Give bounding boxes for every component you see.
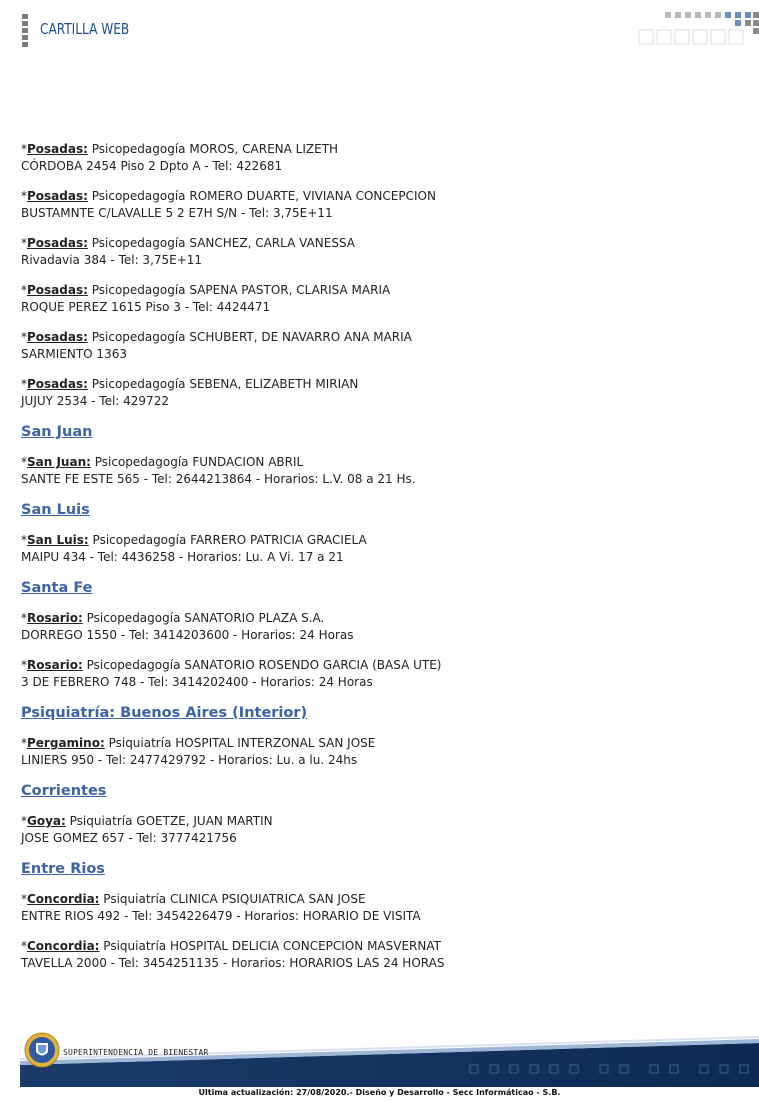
section-title[interactable]	[21, 423, 741, 441]
provider-line: *Concordia: Psiquiatría HOSPITAL DELICIA CONCEPCION MASVERNAT	[21, 939, 441, 953]
provider-entry	[21, 813, 741, 847]
section-title-text[interactable]: San Luis	[21, 502, 90, 518]
provider-location: Posadas:	[27, 377, 88, 391]
provider-entry	[21, 891, 741, 925]
provider-address: DORREGO 1550 - Tel: 3414203600 - Horarios: 24 Horas	[21, 628, 354, 642]
provider-address: Rivadavia 384 - Tel: 3,75E+11	[21, 253, 203, 267]
provider-address: 3 DE FEBRERO 748 - Tel: 3414202400 - Horarios: 24 Horas	[21, 675, 373, 689]
section-title-text[interactable]: San Juan	[21, 424, 93, 440]
provider-location: Concordia:	[27, 892, 100, 906]
provider-address: JUJUY 2534 - Tel: 429722	[21, 394, 169, 408]
provider-line: *Posadas: Psicopedagogía SAPENA PASTOR, CLARISA MARIA	[21, 283, 391, 297]
provider-line: *Goya: Psiquiatría GOETZE, JUAN MARTIN	[21, 814, 273, 828]
provider-line: *San Luis: Psicopedagogía FARRERO PATRICIA GRACIELA	[21, 533, 367, 547]
provider-location: San Juan:	[27, 455, 91, 469]
footer-organization: SUPERINTENDENCIA DE BIENESTAR	[63, 1048, 209, 1057]
provider-entry	[21, 938, 741, 972]
section-title[interactable]	[21, 782, 741, 800]
provider-address: SANTE FE ESTE 565 - Tel: 2644213864 - Horarios: L.V. 08 a 21 Hs.	[21, 472, 416, 486]
section-title[interactable]	[21, 704, 741, 722]
provider-location: Goya:	[27, 814, 66, 828]
directory-content	[21, 141, 741, 985]
provider-entry	[21, 141, 741, 175]
section-title-text[interactable]: Entre Rios	[21, 861, 105, 877]
provider-address: ROQUE PEREZ 1615 Piso 3 - Tel: 4424471	[21, 300, 271, 314]
provider-entry	[21, 657, 741, 691]
provider-description: Psicopedagogía SANCHEZ, CARLA VANESSA	[91, 236, 355, 250]
provider-description: Psiquiatría HOSPITAL DELICIA CONCEPCION MASVERNAT	[103, 939, 441, 953]
section-title[interactable]	[21, 579, 741, 597]
page-footer	[0, 1025, 759, 1101]
provider-description: Psiquiatría CLINICA PSIQUIATRICA SAN JOSE	[103, 892, 366, 906]
provider-address: LINIERS 950 - Tel: 2477429792 - Horarios: Lu. a lu. 24hs	[21, 753, 358, 767]
provider-line: *Rosario: Psicopedagogía SANATORIO PLAZA S.A.	[21, 611, 325, 625]
section-title[interactable]	[21, 860, 741, 878]
provider-description: Psiquiatría HOSPITAL INTERZONAL SAN JOSE	[108, 736, 376, 750]
provider-entry	[21, 610, 741, 644]
provider-address: TAVELLA 2000 - Tel: 3454251135 - Horarios: HORARIOS LAS 24 HORAS	[21, 956, 445, 970]
provider-location: Pergamino:	[27, 736, 105, 750]
provider-address: JOSE GOMEZ 657 - Tel: 3777421756	[21, 831, 237, 845]
provider-line: *Posadas: Psicopedagogía ROMERO DUARTE, VIVIANA CONCEPCION	[21, 189, 436, 203]
provider-location: Rosario:	[27, 611, 83, 625]
provider-description: Psicopedagogía MOROS, CARENA LIZETH	[91, 142, 339, 156]
header-squares-decoration	[635, 10, 759, 48]
section-subtitle-text[interactable]: Buenos Aires (Interior)	[120, 705, 308, 721]
provider-entry	[21, 188, 741, 222]
provider-line: *Rosario: Psicopedagogía SANATORIO ROSENDO GARCIA (BASA UTE)	[21, 658, 442, 672]
provider-location: Posadas:	[27, 189, 88, 203]
provider-address: BUSTAMNTE C/LAVALLE 5 2 E7H S/N - Tel: 3,75E+11	[21, 206, 333, 220]
provider-description: Psicopedagogía FUNDACION ABRIL	[94, 455, 304, 469]
provider-location: Posadas:	[27, 330, 88, 344]
provider-address: SARMIENTO 1363	[21, 347, 127, 361]
provider-location: Posadas:	[27, 142, 88, 156]
provider-location: Rosario:	[27, 658, 83, 672]
provider-address: MAIPU 434 - Tel: 4436258 - Horarios: Lu. A Vi. 17 a 21	[21, 550, 344, 564]
provider-line: *San Juan: Psicopedagogía FUNDACION ABRIL	[21, 455, 304, 469]
provider-line: *Concordia: Psiquiatría CLINICA PSIQUIATRICA SAN JOSE	[21, 892, 366, 906]
police-shield-icon	[24, 1032, 60, 1068]
provider-address: ENTRE RIOS 492 - Tel: 3454226479 - Horarios: HORARIO DE VISITA	[21, 909, 421, 923]
provider-description: Psicopedagogía SCHUBERT, DE NAVARRO ANA MARIA	[91, 330, 412, 344]
provider-line: *Pergamino: Psiquiatría HOSPITAL INTERZONAL SAN JOSE	[21, 736, 376, 750]
provider-description: Psicopedagogía SANATORIO PLAZA S.A.	[86, 611, 325, 625]
provider-description: Psiquiatría GOETZE, JUAN MARTIN	[69, 814, 273, 828]
provider-description: Psicopedagogía SAPENA PASTOR, CLARISA MARIA	[91, 283, 391, 297]
provider-location: San Luis:	[27, 533, 89, 547]
provider-description: Psicopedagogía SANATORIO ROSENDO GARCIA (BASA UTE)	[86, 658, 442, 672]
provider-location: Posadas:	[27, 283, 88, 297]
provider-entry	[21, 282, 741, 316]
provider-location: Posadas:	[27, 236, 88, 250]
provider-line: *Posadas: Psicopedagogía MOROS, CARENA LIZETH	[21, 142, 339, 156]
section-title-text[interactable]: Santa Fe	[21, 580, 93, 596]
provider-entry	[21, 532, 741, 566]
provider-description: Psicopedagogía SEBENA, ELIZABETH MIRIAN	[91, 377, 359, 391]
header-bar-decoration	[22, 14, 28, 48]
provider-description: Psicopedagogía FARRERO PATRICIA GRACIELA	[92, 533, 367, 547]
provider-line: *Posadas: Psicopedagogía SCHUBERT, DE NAVARRO ANA MARIA	[21, 330, 412, 344]
provider-description: Psicopedagogía ROMERO DUARTE, VIVIANA CONCEPCION	[91, 189, 436, 203]
footer-last-update: Ultima actualización: 27/08/2020.- Diseño y Desarrollo - Secc Informáticao - S.B.	[198, 1088, 561, 1097]
provider-entry	[21, 454, 741, 488]
provider-entry	[21, 329, 741, 363]
provider-entry	[21, 235, 741, 269]
provider-location: Concordia:	[27, 939, 100, 953]
provider-address: CÓRDOBA 2454 Piso 2 Dpto A - Tel: 422681	[21, 159, 283, 173]
section-title-text[interactable]: Corrientes	[21, 783, 107, 799]
section-title-text[interactable]: Psiquiatría:	[21, 705, 116, 721]
provider-line: *Posadas: Psicopedagogía SEBENA, ELIZABETH MIRIAN	[21, 377, 359, 391]
provider-entry	[21, 735, 741, 769]
section-title[interactable]	[21, 501, 741, 519]
provider-line: *Posadas: Psicopedagogía SANCHEZ, CARLA VANESSA	[21, 236, 355, 250]
provider-entry	[21, 376, 741, 410]
page-header	[0, 0, 759, 60]
page-title: CARTILLA WEB	[40, 20, 130, 38]
